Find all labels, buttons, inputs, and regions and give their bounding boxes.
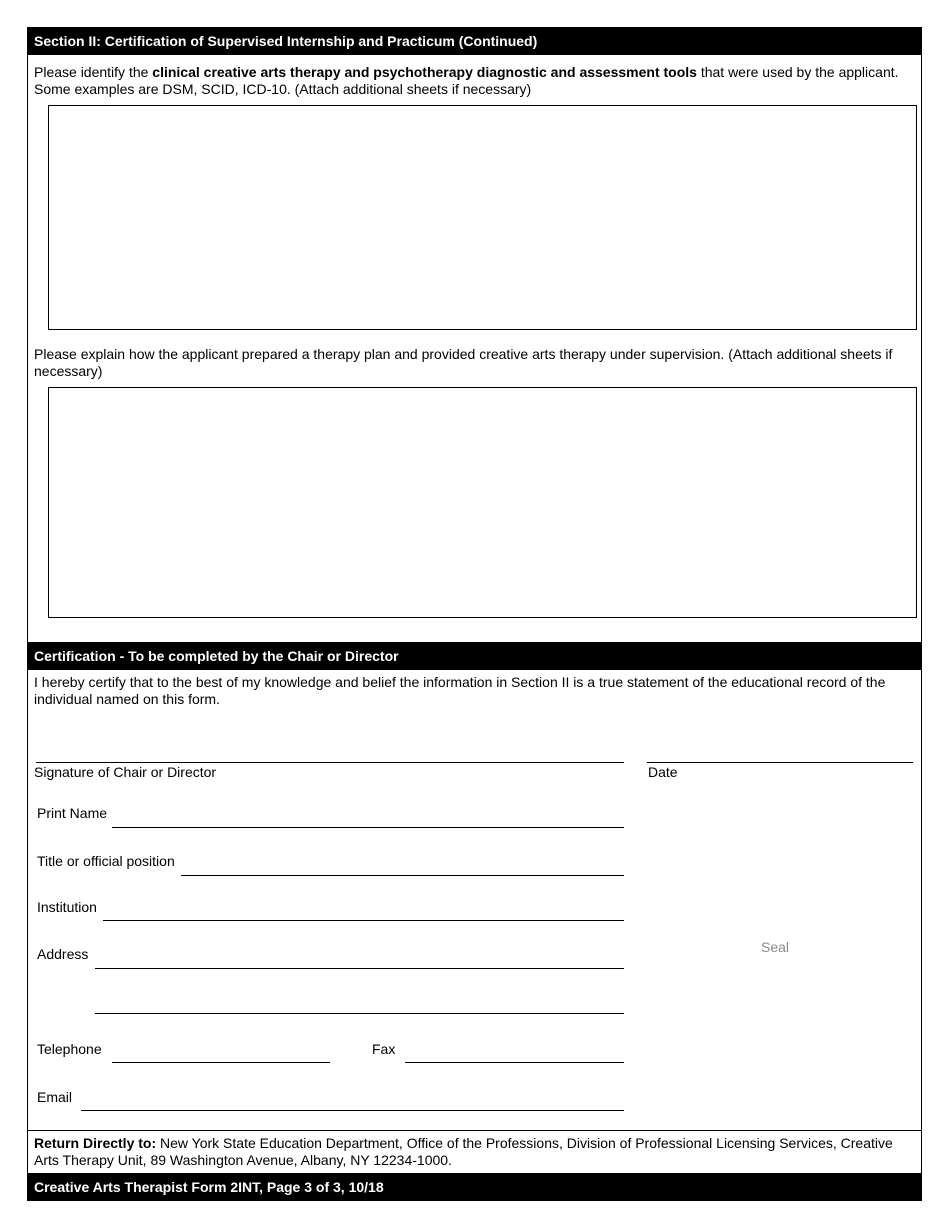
institution-field[interactable] [103, 920, 624, 921]
section-header: Section II: Certification of Supervised Internship and Practicum (Continued) [27, 27, 922, 55]
return-label: Return Directly to: [34, 1135, 157, 1151]
seal-label: Seal [761, 939, 790, 955]
title-label: Title or official position [37, 853, 175, 869]
assessment-tools-textarea[interactable] [48, 105, 917, 330]
institution-label: Institution [37, 899, 97, 915]
question-text-post: that were used by the applicant. Some examples are DSM, SCID, ICD-10. (Attach additional sheets if necessary) [34, 64, 899, 97]
question-assessment-tools [34, 64, 904, 98]
signature-field[interactable] [36, 762, 624, 763]
address-field-line1[interactable] [95, 968, 624, 969]
telephone-field[interactable] [112, 1062, 330, 1063]
form-footer: Creative Arts Therapist Form 2INT, Page 3 of 3, 10/18 [27, 1173, 922, 1201]
address-field-line2[interactable] [95, 1013, 624, 1014]
certification-header: Certification - To be completed by the Chair or Director [27, 642, 922, 670]
date-field[interactable] [647, 762, 913, 763]
address-label: Address [37, 946, 89, 962]
title-field[interactable] [181, 875, 624, 876]
question-therapy-plan: Please explain how the applicant prepared a therapy plan and provided creative arts therapy under supervision. (Attach additional sheets if necessary) [34, 346, 893, 379]
print-name-field[interactable] [112, 827, 624, 828]
return-text: New York State Education Department, Office of the Professions, Division of Professional Licensing Services, Creative Arts Therapy Unit, 89 Washington Avenue, Albany, NY 12234-1000. [34, 1135, 893, 1168]
fax-field[interactable] [405, 1062, 624, 1063]
question-text-pre: Please identify the [34, 64, 153, 80]
print-name-label: Print Name [37, 805, 108, 821]
date-label: Date [648, 764, 678, 780]
fax-label: Fax [372, 1041, 396, 1057]
email-field[interactable] [81, 1110, 624, 1111]
email-label: Email [37, 1089, 73, 1105]
telephone-label: Telephone [37, 1041, 102, 1057]
therapy-plan-textarea[interactable] [48, 387, 917, 618]
question-text-bold: clinical creative arts therapy and psychotherapy diagnostic and assessment tools [152, 64, 697, 80]
signature-label: Signature of Chair or Director [34, 764, 217, 780]
certification-statement: I hereby certify that to the best of my knowledge and belief the information in Section II is a true statement of the educational record of the individual named on this form. [34, 674, 886, 707]
return-address [34, 1135, 904, 1169]
return-divider [27, 1130, 922, 1131]
